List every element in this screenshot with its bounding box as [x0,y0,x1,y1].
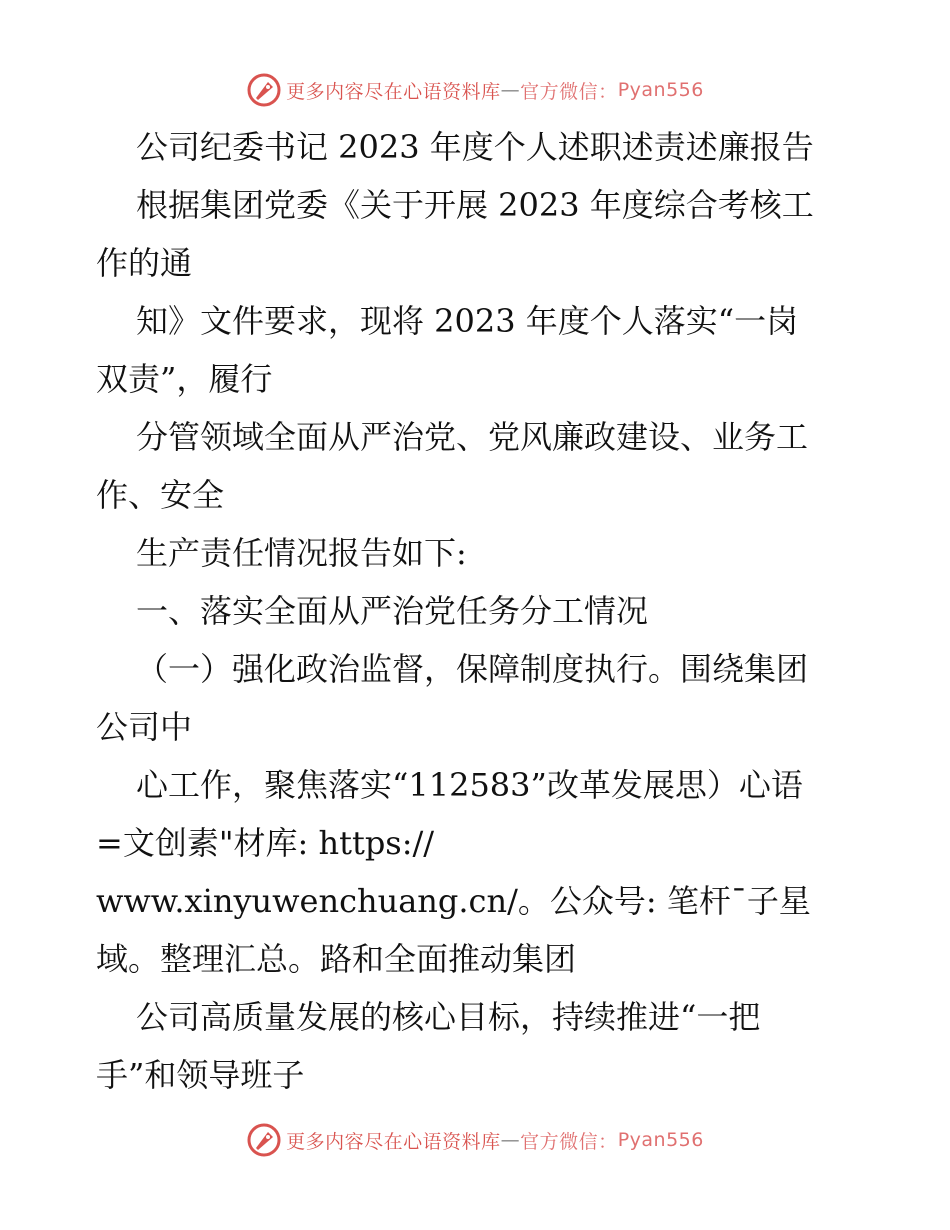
watermark-wechat-id: Pyan556 [617,1129,704,1151]
paragraph-line: 分管领域全面从严治党、党风廉政建设、业务工 [136,418,809,456]
document-body [96,118,856,1104]
pen-nib-icon [246,1122,282,1158]
paragraph-line: 作的通 [96,244,193,282]
footer-watermark [0,1120,950,1160]
subsection-heading: （一）强化政治监督，保障制度执行。围绕集团 [136,650,809,688]
section-heading: 一、落实全面从严治党任务分工情况 [136,592,649,630]
paragraph-line: 知》文件要求，现将 2023 年度个人落实“一岗 [136,302,799,340]
paragraph-line: www.xinyuwenchuang.cn/。公众号: 笔杆¯子星 [96,882,811,920]
watermark-main-text: 更多内容尽在心语资料库 [286,1130,501,1153]
paragraph-line: 双责”，履行 [96,360,273,398]
header-watermark [0,70,950,110]
watermark-sub-text: 官方微信： [520,1130,618,1153]
paragraph-line: 心工作，聚焦落实“112583”改革发展思）心语 [136,766,803,804]
document-title: 公司纪委书记 2023 年度个人述职述责述廉报告 [136,128,814,166]
watermark-sub-text: 官方微信： [520,80,618,103]
paragraph-line: 作、安全 [96,476,225,514]
paragraph-line: =文创素"材库: https:// [96,824,435,862]
watermark-dash: — [500,1129,521,1151]
paragraph-line: 生产责任情况报告如下: [136,534,467,572]
paragraph-line: 手”和领导班子 [96,1056,305,1094]
watermark-main-text: 更多内容尽在心语资料库 [286,80,501,103]
paragraph-line: 根据集团党委《关于开展 2023 年度综合考核工 [136,186,814,224]
pen-nib-icon [246,72,282,108]
paragraph-line: 域。整理汇总。路和全面推动集团 [96,940,577,978]
paragraph-line: 公司中 [96,708,193,746]
watermark-dash: — [500,79,521,101]
paragraph-line: 公司高质量发展的核心目标，持续推进“一把 [136,998,761,1036]
watermark-wechat-id: Pyan556 [617,79,704,101]
